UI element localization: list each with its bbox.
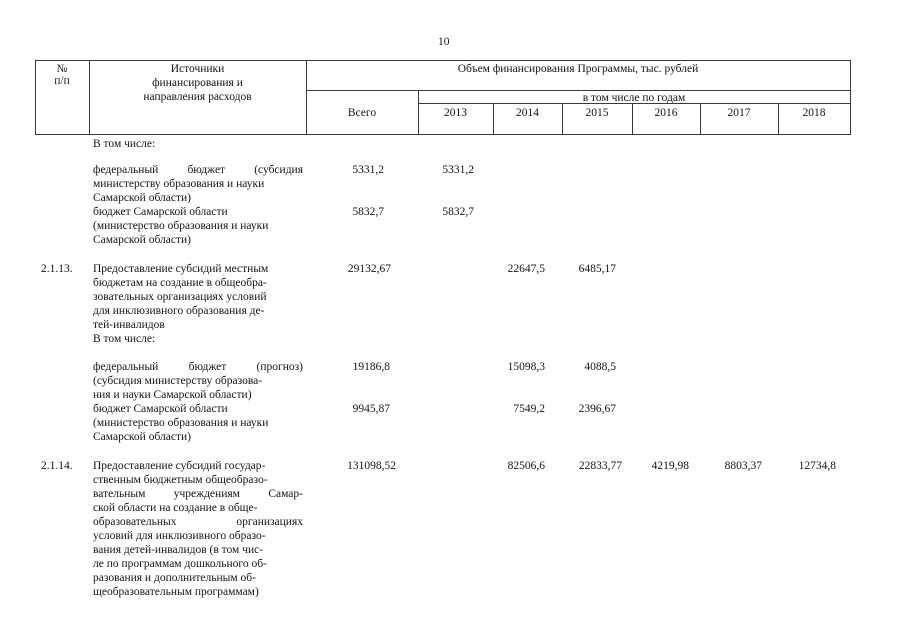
word: (субсидия	[254, 164, 303, 176]
row-source-text: разования и дополнительным об-	[93, 572, 256, 584]
row-source-text: (министерство образования и науки	[93, 220, 269, 232]
header-year-2017: 2017	[727, 107, 751, 119]
row-number: 2.1.14.	[41, 460, 73, 472]
cell-total: 9945,87	[352, 403, 390, 415]
cell-2018: 12734,8	[798, 460, 836, 472]
row-source-text: для инклюзивного образования де-	[93, 305, 265, 317]
header-year-2015: 2015	[585, 107, 609, 119]
cell-2014: 22647,5	[507, 263, 545, 275]
word: организациях	[236, 516, 303, 528]
header-year-2016: 2016	[654, 107, 678, 119]
word: учреждениям	[173, 488, 240, 500]
header-year-2018: 2018	[802, 107, 826, 119]
cell-2014: 82506,6	[507, 460, 545, 472]
header-total: Всего	[347, 107, 377, 119]
header-volume-title: Объем финансирования Программы, тыс. рублей	[457, 63, 699, 75]
header-right-border	[850, 60, 851, 135]
cell-2015: 4088,5	[584, 361, 616, 373]
cell-2015: 2396,67	[578, 403, 616, 415]
row-source-text: ния и науки Самарской области)	[93, 389, 252, 401]
row-source-text: министерству образования и науки	[93, 178, 265, 190]
page-number: 10	[438, 36, 450, 48]
header-mid-rule	[306, 90, 850, 91]
word: Самар-	[268, 488, 303, 500]
cell-total: 29132,67	[347, 263, 391, 275]
cell-2017: 8803,37	[724, 460, 762, 472]
row-source-text: Предоставление субсидий местным	[93, 263, 269, 275]
row-source-text: бюджет Самарской области	[93, 403, 228, 415]
row-source-text: В том числе:	[93, 138, 156, 150]
row-source-text: вания детей-инвалидов (в том чис-	[93, 544, 264, 556]
header-sources-label: финансирования и	[152, 77, 243, 89]
cell-2016: 4219,98	[651, 460, 689, 472]
cell-2015: 22833,77	[578, 460, 622, 472]
cell-2014: 7549,2	[513, 403, 545, 415]
header-sources-label: Источники	[170, 63, 225, 75]
row-source-text: зовательных организациях условий	[93, 291, 267, 303]
row-source-text: бюджетам на создание в общеобра-	[93, 277, 267, 289]
header-bottom-rule	[35, 134, 850, 135]
header-top-rule	[35, 60, 850, 61]
row-source-text	[93, 517, 303, 529]
row-source-text: Самарской области)	[93, 234, 191, 246]
cell-2013: 5331,2	[442, 164, 474, 176]
row-number: 2.1.13.	[41, 263, 73, 275]
row-source-text: (субсидия министерству образова-	[93, 375, 263, 387]
row-source-text: ственным бюджетным общеобразо-	[93, 474, 268, 486]
row-source-text: условий для инклюзивного образо-	[93, 530, 266, 542]
header-num-label: №	[56, 63, 68, 75]
word: федеральный	[93, 164, 159, 176]
header-year-2013: 2013	[444, 107, 467, 119]
cell-total: 5331,2	[352, 164, 384, 176]
row-source-text: Самарской области)	[93, 431, 191, 443]
cell-total: 19186,8	[352, 361, 390, 373]
cell-2013: 5832,7	[442, 206, 474, 218]
cell-total: 131098,52	[347, 460, 396, 472]
row-source-text: В том числе:	[93, 333, 156, 345]
word: вательным	[93, 488, 146, 500]
header-by-years: в том числе по годам	[582, 92, 686, 104]
row-source-text: бюджет Самарской области	[93, 206, 228, 218]
row-source-text	[93, 489, 303, 501]
row-source-text: тей-инвалидов	[93, 319, 165, 331]
row-source-text: щеобразовательным программам)	[93, 586, 259, 598]
cell-2015: 6485,17	[578, 263, 616, 275]
row-source-text: Самарской области)	[93, 192, 191, 204]
word: бюджет	[188, 361, 227, 373]
header-sources-label: направления расходов	[143, 91, 252, 103]
word: образовательных	[93, 516, 177, 528]
row-source-text: (министерство образования и науки	[93, 417, 269, 429]
header-num-label: п/п	[54, 75, 70, 87]
word: (прогноз)	[256, 361, 303, 373]
row-source-text	[93, 362, 303, 374]
row-source-text	[93, 165, 303, 177]
header-year-2014: 2014	[516, 107, 539, 119]
word: бюджет	[187, 164, 226, 176]
row-source-text: ской области на создание в обще-	[93, 502, 258, 514]
cell-total: 5832,7	[352, 206, 384, 218]
word: федеральный	[93, 361, 159, 373]
row-source-text: Предоставление субсидий государ-	[93, 460, 266, 472]
row-source-text: ле по программам дошкольного об-	[93, 558, 267, 570]
cell-2014: 15098,3	[507, 361, 545, 373]
